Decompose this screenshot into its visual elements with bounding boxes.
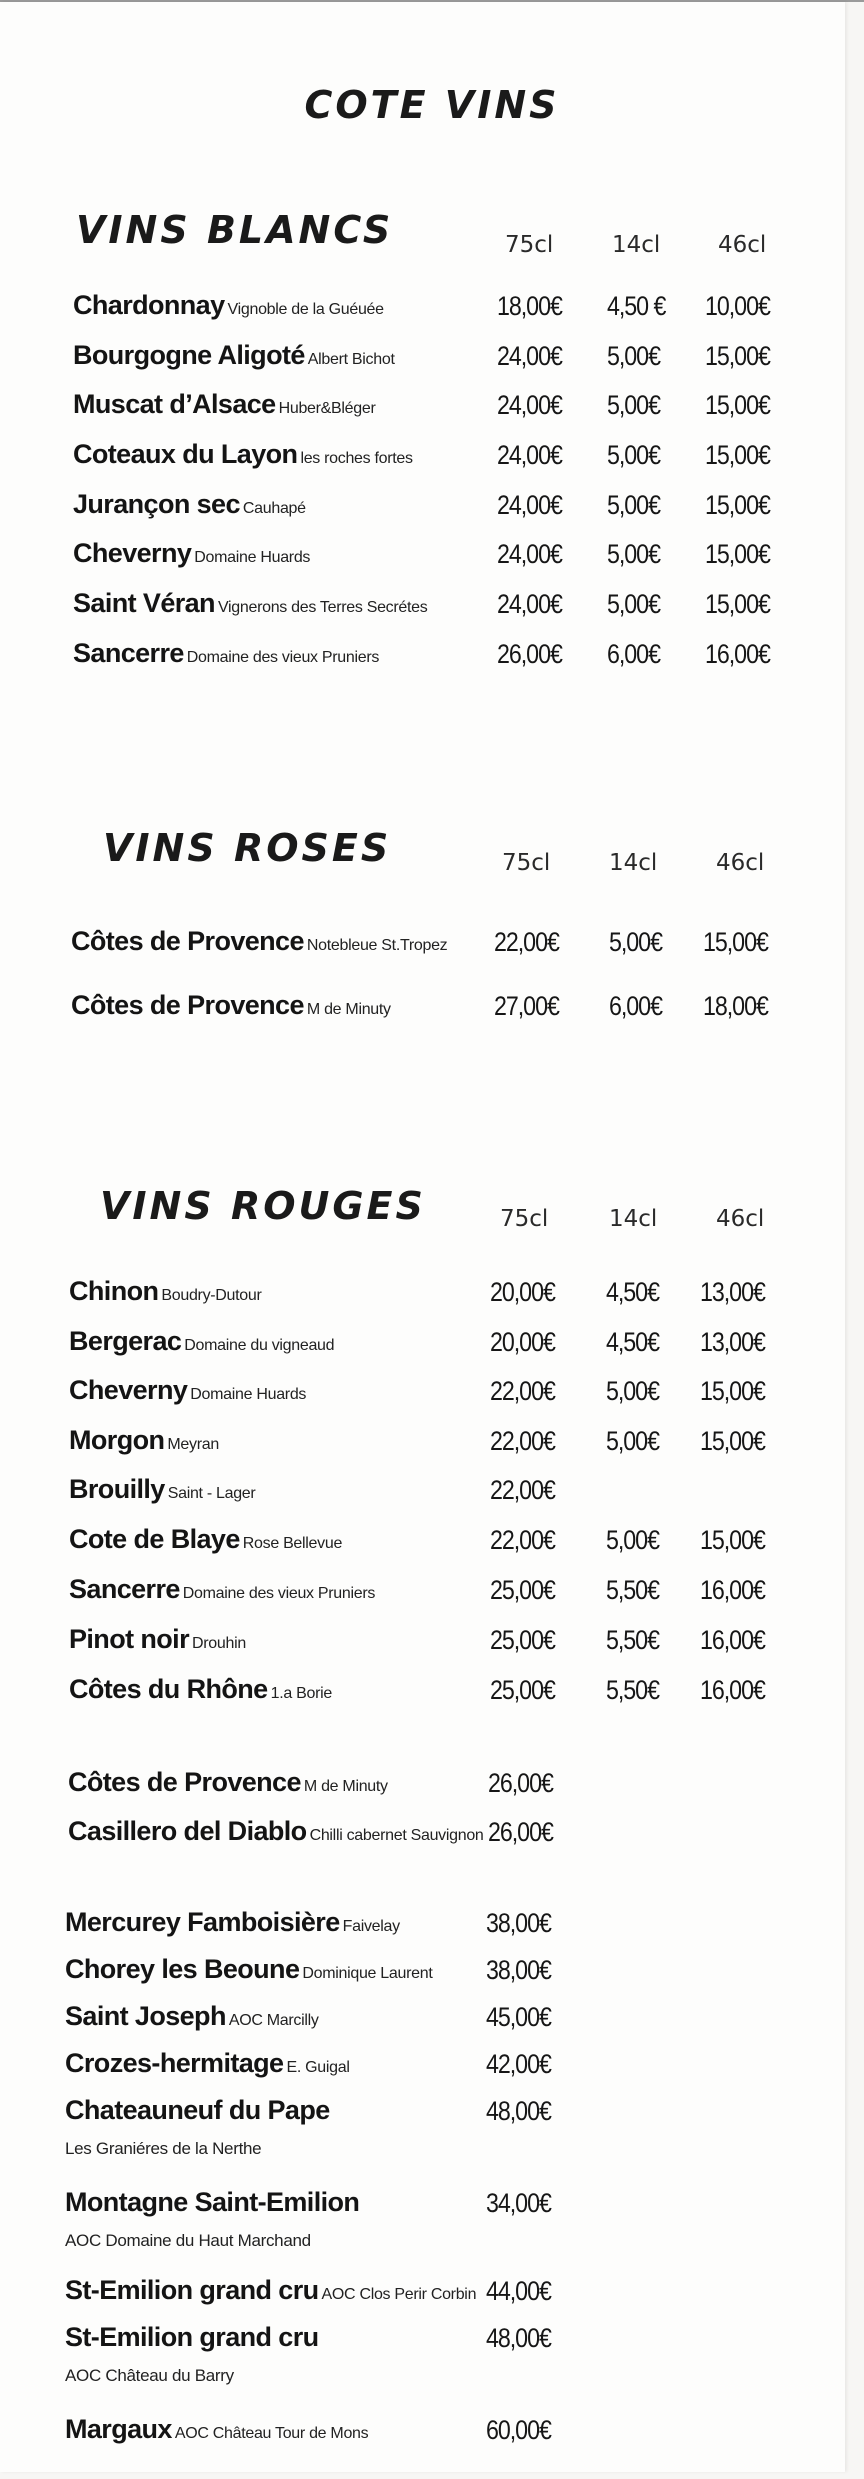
wine-row xyxy=(65,2001,576,2041)
wine-row xyxy=(69,1425,790,1465)
wine-name-text: Cote de Blaye xyxy=(69,1524,240,1554)
wine-row xyxy=(65,2322,576,2385)
wine-producer: Domaine des vieux Pruniers xyxy=(182,1585,376,1602)
price-75cl: 42,00€ xyxy=(486,2049,551,2079)
wine-name-text: Chorey les Beoune xyxy=(65,1954,300,1984)
wine-row xyxy=(65,2275,576,2315)
wine-producer: Meyran xyxy=(167,1436,219,1453)
wine-name-text: Côtes du Rhône xyxy=(69,1674,268,1704)
price-75cl: 44,00€ xyxy=(486,2276,551,2306)
price-75cl: 60,00€ xyxy=(486,2415,551,2445)
price-46cl: 15,00€ xyxy=(705,490,770,520)
wine-name-text: Mercurey Famboisière xyxy=(65,1907,340,1937)
wine-producer: Rose Bellevue xyxy=(242,1535,343,1552)
price-46cl: 15,00€ xyxy=(705,539,770,569)
wine-producer: Saint - Lager xyxy=(167,1485,256,1502)
price-75cl: 25,00€ xyxy=(490,1625,555,1655)
wine-name xyxy=(73,439,413,470)
wine-name xyxy=(69,1276,262,1307)
wine-producer: Drouhin xyxy=(191,1635,246,1652)
price-46cl: 18,00€ xyxy=(703,991,768,1021)
wine-row xyxy=(68,1767,578,1807)
wine-name-text: Cheverny xyxy=(69,1375,188,1405)
price-46cl: 13,00€ xyxy=(700,1277,765,1307)
wine-name-text: Chateauneuf du Pape xyxy=(65,2095,330,2125)
price-46cl: 10,00€ xyxy=(705,291,770,321)
wine-producer: 1.a Borie xyxy=(270,1685,332,1702)
wine-row xyxy=(65,2095,576,2158)
column-header-14cl: 14cl xyxy=(609,1206,658,1232)
price-75cl: 22,00€ xyxy=(490,1376,555,1406)
price-46cl: 15,00€ xyxy=(705,589,770,619)
price-14cl: 4,50€ xyxy=(606,1327,659,1357)
wine-name-text: Montagne Saint-Emilion xyxy=(65,2187,360,2217)
wine-producer: Domaine Huards xyxy=(194,549,311,566)
wine-name xyxy=(73,489,306,520)
wine-name xyxy=(71,990,391,1021)
price-46cl: 16,00€ xyxy=(700,1625,765,1655)
column-header-46cl: 46cl xyxy=(716,1206,765,1232)
wine-name-text: Bourgogne Aligoté xyxy=(73,340,305,370)
wine-row xyxy=(73,489,795,529)
price-46cl: 16,00€ xyxy=(705,639,770,669)
wine-row xyxy=(69,1624,790,1664)
wine-producer: Domaine Huards xyxy=(190,1386,307,1403)
price-46cl: 15,00€ xyxy=(700,1525,765,1555)
wine-name-text: Margaux xyxy=(65,2414,172,2444)
wine-row xyxy=(68,1816,578,1856)
price-14cl: 5,00€ xyxy=(607,440,660,470)
wine-name xyxy=(68,1767,388,1798)
wine-producer: AOC Château Tour de Mons xyxy=(174,2425,369,2442)
wine-name-text: Sancerre xyxy=(69,1574,180,1604)
wine-name xyxy=(69,1674,332,1705)
wine-row xyxy=(71,926,793,966)
price-14cl: 5,00€ xyxy=(607,490,660,520)
price-75cl: 26,00€ xyxy=(497,639,562,669)
price-75cl: 22,00€ xyxy=(490,1525,555,1555)
price-14cl: 5,00€ xyxy=(607,539,660,569)
wine-name xyxy=(65,2187,359,2218)
price-14cl: 5,00€ xyxy=(607,589,660,619)
column-header-14cl: 14cl xyxy=(612,232,661,258)
wine-name-text: Jurançon sec xyxy=(73,489,240,519)
wine-name xyxy=(65,2095,330,2126)
price-75cl: 45,00€ xyxy=(486,2002,551,2032)
price-46cl: 16,00€ xyxy=(700,1575,765,1605)
wine-name xyxy=(73,638,379,669)
wine-name xyxy=(73,389,376,420)
price-75cl: 20,00€ xyxy=(490,1277,555,1307)
wine-name-text: Sancerre xyxy=(73,638,184,668)
wine-name-text: Saint Véran xyxy=(73,588,215,618)
wine-name-text: Chardonnay xyxy=(73,290,225,320)
wine-name-text: Morgon xyxy=(69,1425,165,1455)
wine-producer: Dominique Laurent xyxy=(302,1965,433,1982)
wine-producer: Vignoble de la Guéuée xyxy=(227,301,384,318)
price-14cl: 5,50€ xyxy=(606,1625,659,1655)
price-75cl: 24,00€ xyxy=(497,490,562,520)
wine-name xyxy=(69,1425,219,1456)
column-header-75cl: 75cl xyxy=(505,232,554,258)
wine-row xyxy=(65,2414,576,2454)
price-75cl: 25,00€ xyxy=(490,1675,555,1705)
wine-appellation: Les Graniéres de la Nerthe xyxy=(65,2139,262,2158)
price-14cl: 5,00€ xyxy=(607,390,660,420)
wine-name-text: Côtes de Provence xyxy=(68,1767,301,1797)
price-14cl: 5,00€ xyxy=(606,1525,659,1555)
section-title-roses: VINS ROSES xyxy=(103,826,392,870)
wine-name xyxy=(69,1574,375,1605)
wine-name xyxy=(68,1816,484,1847)
wine-name xyxy=(65,2322,319,2353)
wine-name xyxy=(65,2048,350,2079)
wine-row xyxy=(69,1474,790,1514)
price-75cl: 24,00€ xyxy=(497,539,562,569)
wine-row xyxy=(73,439,795,479)
price-75cl: 24,00€ xyxy=(497,589,562,619)
wine-name-text: Pinot noir xyxy=(69,1624,189,1654)
wine-name xyxy=(69,1524,342,1555)
price-46cl: 15,00€ xyxy=(703,927,768,957)
wine-name xyxy=(73,340,395,371)
wine-appellation: AOC Château du Barry xyxy=(65,2366,234,2385)
price-14cl: 6,00€ xyxy=(609,991,662,1021)
wine-name xyxy=(65,1954,432,1985)
wine-name xyxy=(71,926,447,957)
price-46cl: 15,00€ xyxy=(705,440,770,470)
price-75cl: 22,00€ xyxy=(490,1426,555,1456)
price-46cl: 15,00€ xyxy=(700,1426,765,1456)
price-75cl: 22,00€ xyxy=(494,927,559,957)
price-75cl: 34,00€ xyxy=(486,2188,551,2218)
wine-name-text: Cheverny xyxy=(73,538,192,568)
wine-row xyxy=(73,538,795,578)
price-46cl: 15,00€ xyxy=(705,390,770,420)
wine-name xyxy=(69,1326,334,1357)
wine-name-text: Coteaux du Layon xyxy=(73,439,298,469)
price-75cl: 24,00€ xyxy=(497,440,562,470)
price-14cl: 6,00€ xyxy=(607,639,660,669)
price-46cl: 16,00€ xyxy=(700,1675,765,1705)
price-14cl: 5,00€ xyxy=(607,341,660,371)
page-title: COTE VINS xyxy=(304,83,560,127)
wine-name xyxy=(73,290,384,321)
wine-name-text: Chinon xyxy=(69,1276,159,1306)
price-75cl: 24,00€ xyxy=(497,390,562,420)
wine-producer: Domaine des vieux Pruniers xyxy=(186,649,380,666)
price-75cl: 48,00€ xyxy=(486,2096,551,2126)
wine-name-text: St-Emilion grand cru xyxy=(65,2322,319,2352)
wine-name-text: Côtes de Provence xyxy=(71,990,304,1020)
price-75cl: 38,00€ xyxy=(486,1955,551,1985)
wine-producer: Faivelay xyxy=(342,1918,400,1935)
wine-producer: M de Minuty xyxy=(303,1778,388,1795)
wine-name xyxy=(69,1474,255,1505)
column-header-46cl: 46cl xyxy=(718,232,767,258)
section-title-rouges: VINS ROUGES xyxy=(100,1184,426,1228)
wine-row xyxy=(69,1524,790,1564)
price-75cl: 26,00€ xyxy=(488,1768,553,1798)
price-46cl: 13,00€ xyxy=(700,1327,765,1357)
wine-row xyxy=(65,1954,576,1994)
wine-name-text: St-Emilion grand cru xyxy=(65,2275,319,2305)
column-header-14cl: 14cl xyxy=(609,850,658,876)
price-14cl: 5,00€ xyxy=(609,927,662,957)
wine-name xyxy=(65,2001,319,2032)
price-75cl: 38,00€ xyxy=(486,1908,551,1938)
price-14cl: 4,50€ xyxy=(606,1277,659,1307)
wine-producer: Boudry-Dutour xyxy=(161,1287,262,1304)
wine-row xyxy=(71,990,793,1030)
wine-producer: Notebleue St.Tropez xyxy=(306,937,448,954)
wine-producer: M de Minuty xyxy=(306,1001,391,1018)
price-46cl: 15,00€ xyxy=(700,1376,765,1406)
wine-name xyxy=(65,2275,476,2306)
wine-row xyxy=(69,1375,790,1415)
wine-row xyxy=(73,340,795,380)
price-75cl: 25,00€ xyxy=(490,1575,555,1605)
price-14cl: 5,50€ xyxy=(606,1675,659,1705)
wine-producer: Domaine du vigneaud xyxy=(184,1337,335,1354)
wine-name-text: Saint Joseph xyxy=(65,2001,226,2031)
price-46cl: 15,00€ xyxy=(705,341,770,371)
wine-producer: Chilli cabernet Sauvignon xyxy=(309,1827,484,1844)
wine-producer: les roches fortes xyxy=(300,450,413,467)
wine-name xyxy=(69,1375,306,1406)
price-75cl: 22,00€ xyxy=(490,1475,555,1505)
column-header-75cl: 75cl xyxy=(500,1206,549,1232)
column-header-75cl: 75cl xyxy=(502,850,551,876)
price-14cl: 5,00€ xyxy=(606,1376,659,1406)
wine-producer: Vignerons des Terres Secrétes xyxy=(217,599,428,616)
wine-name xyxy=(69,1624,246,1655)
wine-row xyxy=(69,1574,790,1614)
section-title-blancs: VINS BLANCS xyxy=(76,208,394,252)
wine-name xyxy=(65,1907,400,1938)
wine-row xyxy=(73,638,795,678)
price-14cl: 5,00€ xyxy=(606,1426,659,1456)
price-75cl: 27,00€ xyxy=(494,991,559,1021)
wine-row xyxy=(65,2048,576,2088)
wine-name-text: Brouilly xyxy=(69,1474,165,1504)
wine-row xyxy=(69,1276,790,1316)
wine-name-text: Casillero del Diablo xyxy=(68,1816,307,1846)
price-75cl: 24,00€ xyxy=(497,341,562,371)
wine-name xyxy=(73,538,310,569)
price-75cl: 48,00€ xyxy=(486,2323,551,2353)
wine-row xyxy=(65,1907,576,1947)
price-75cl: 18,00€ xyxy=(497,291,562,321)
wine-appellation: AOC Domaine du Haut Marchand xyxy=(65,2231,311,2250)
wine-name-text: Muscat d’Alsace xyxy=(73,389,276,419)
price-75cl: 20,00€ xyxy=(490,1327,555,1357)
wine-producer: E. Guigal xyxy=(286,2059,350,2076)
wine-producer: AOC Marcilly xyxy=(228,2012,319,2029)
wine-row xyxy=(73,588,795,628)
price-14cl: 4,50 € xyxy=(607,291,666,321)
wine-name-text: Côtes de Provence xyxy=(71,926,304,956)
wine-row xyxy=(65,2187,576,2250)
wine-row xyxy=(69,1326,790,1366)
wine-producer: AOC Clos Perir Corbin xyxy=(321,2286,477,2303)
wine-name-text: Bergerac xyxy=(69,1326,182,1356)
wine-name xyxy=(65,2414,368,2445)
column-header-46cl: 46cl xyxy=(716,850,765,876)
price-14cl: 5,50€ xyxy=(606,1575,659,1605)
wine-row xyxy=(73,290,795,330)
wine-name-text: Crozes-hermitage xyxy=(65,2048,284,2078)
wine-row xyxy=(73,389,795,429)
wine-producer: Albert Bichot xyxy=(307,351,395,368)
wine-producer: Cauhapé xyxy=(242,500,306,517)
wine-producer: Huber&Bléger xyxy=(278,400,376,417)
price-75cl: 26,00€ xyxy=(488,1817,553,1847)
wine-name xyxy=(73,588,427,619)
wine-row xyxy=(69,1674,790,1714)
